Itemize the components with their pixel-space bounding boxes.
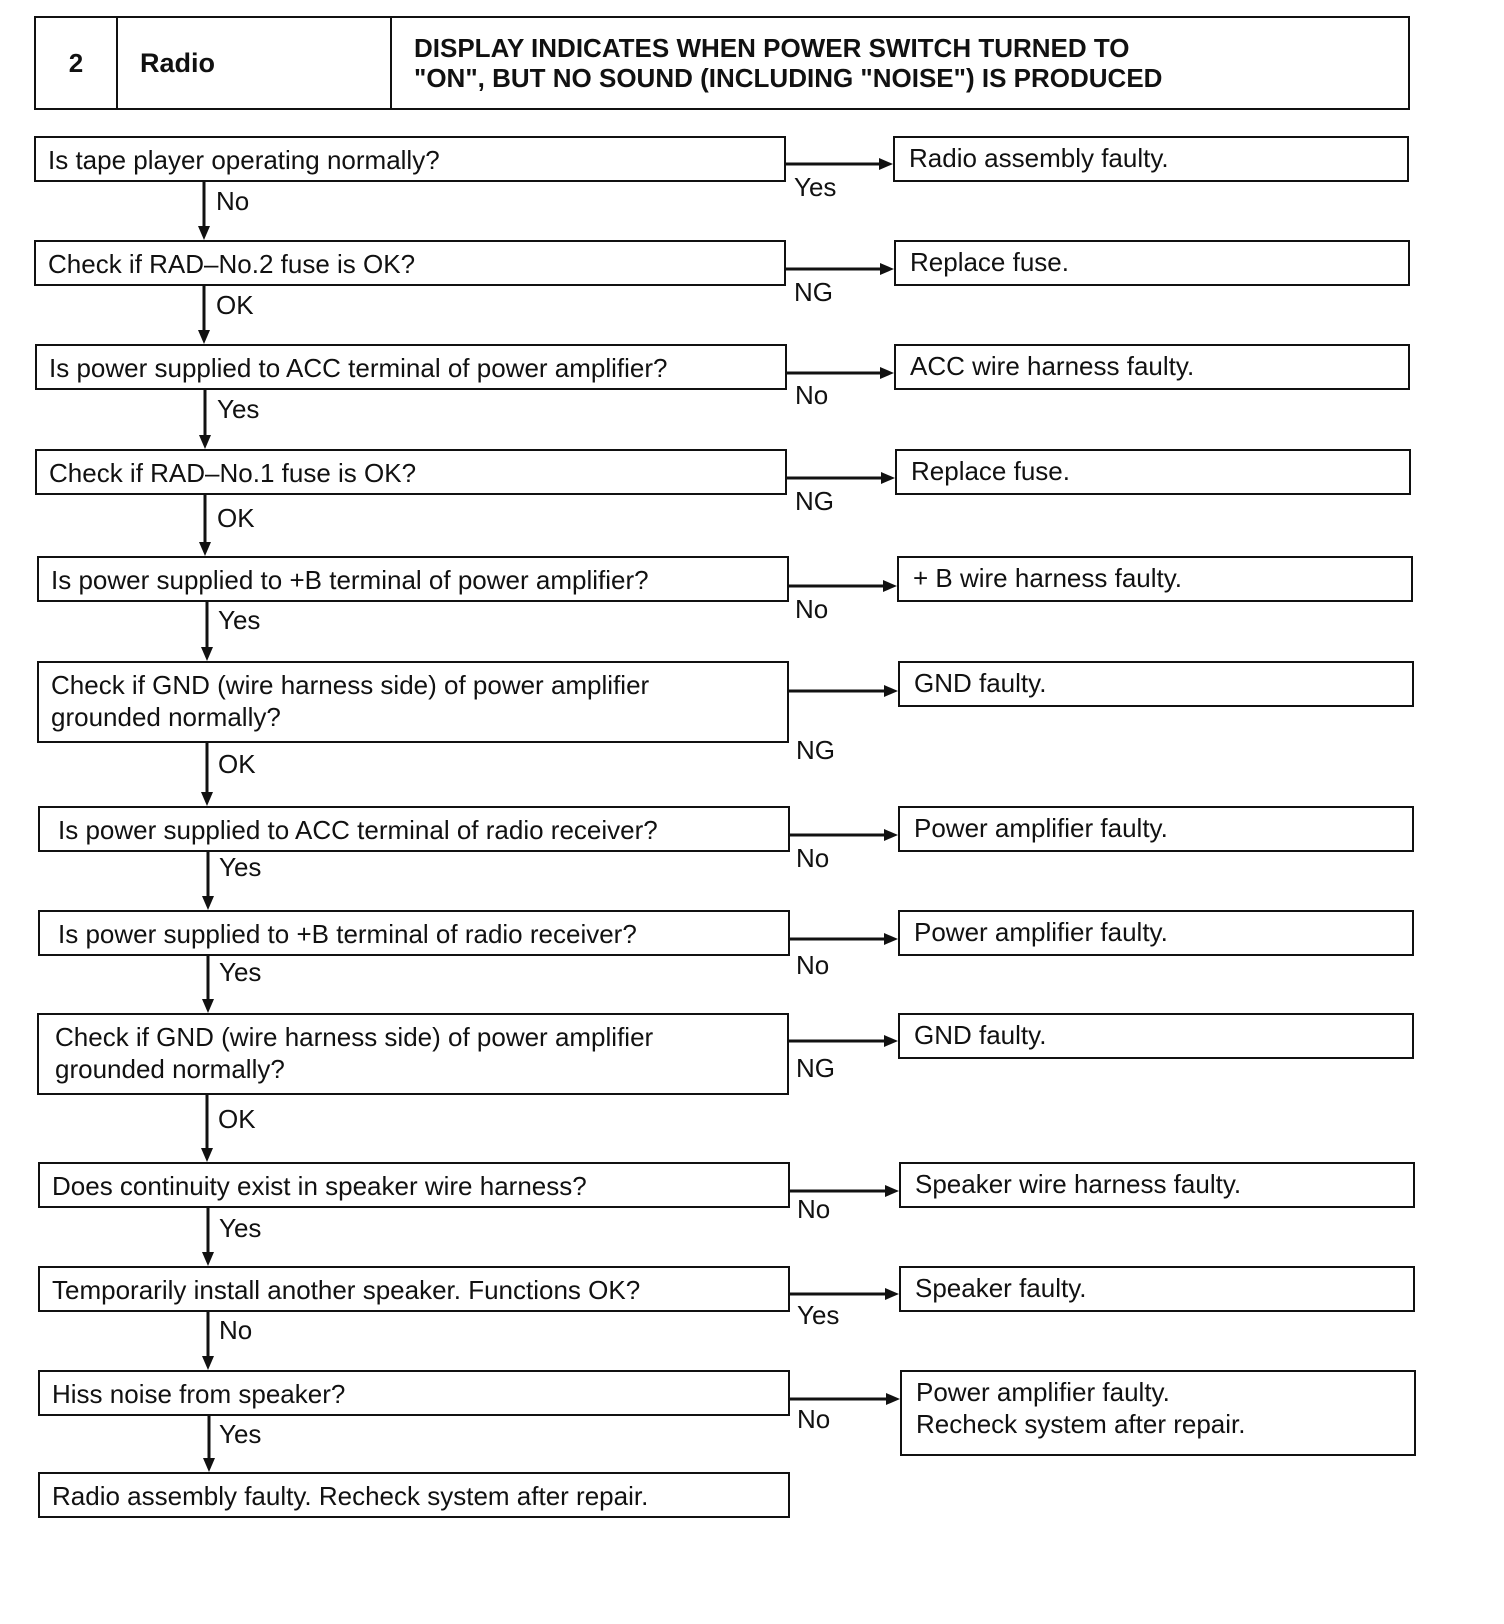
next-arrow-head-3 [199,435,211,449]
question-box-8: Is power supplied to +B terminal of radio receiver? [38,910,790,956]
next-label-6: OK [218,749,256,779]
branch-arrow-head-7 [884,829,898,841]
next-arrow-head-4 [199,542,211,556]
result-box-7: Power amplifier faulty. [898,806,1414,852]
result-box-11: Speaker faulty. [899,1266,1415,1312]
branch-label-2: NG [794,277,833,307]
branch-arrow-head-8 [884,933,898,945]
header-number-text: 2 [68,47,84,78]
result-box-3: ACC wire harness faulty. [894,344,1410,390]
next-arrow-head-6 [201,792,213,806]
result-box-8: Power amplifier faulty. [898,910,1414,956]
next-arrow-head-10 [202,1252,214,1266]
next-label-5: Yes [218,605,261,635]
question-box-3: Is power supplied to ACC terminal of power amplifier? [35,344,787,390]
question-box-11: Temporarily install another speaker. Functions OK? [38,1266,790,1312]
next-arrow-head-11 [202,1356,214,1370]
result-box-6: GND faulty. [898,661,1414,707]
next-label-2: OK [216,290,254,320]
branch-label-12: No [797,1404,831,1434]
header-title-text: DISPLAY INDICATES WHEN POWER SWITCH TURNED TO "ON", BUT NO SOUND (INCLUDING "NOISE") IS PRODUCED [414,33,1163,93]
branch-label-3: No [795,380,829,410]
next-arrow-head-8 [202,999,214,1013]
result-box-5: + B wire harness faulty. [897,556,1413,602]
branch-arrow-head-11 [885,1288,899,1300]
next-arrow-head-5 [201,647,213,661]
question-box-5: Is power supplied to +B terminal of power amplifier? [37,556,789,602]
branch-arrow-head-9 [884,1035,898,1047]
question-box-6: Check if GND (wire harness side) of power amplifier grounded normally? [37,661,789,743]
branch-arrow-head-6 [884,685,898,697]
branch-arrow-head-10 [885,1185,899,1197]
branch-label-9: NG [796,1053,835,1083]
question-box-12: Hiss noise from speaker? [38,1370,790,1416]
next-label-10: Yes [219,1213,262,1243]
question-box-4: Check if RAD–No.1 fuse is OK? [35,449,787,495]
next-label-9: OK [218,1104,256,1134]
result-box-2: Replace fuse. [894,240,1410,286]
result-box-9: GND faulty. [898,1013,1414,1059]
branch-label-6: NG [796,735,835,765]
next-arrow-head-2 [198,330,210,344]
final-result-box: Radio assembly faulty. Recheck system after repair. [38,1472,790,1518]
branch-arrow-head-2 [880,263,894,275]
branch-label-7: No [796,843,830,873]
question-box-7: Is power supplied to ACC terminal of radio receiver? [38,806,790,852]
branch-arrow-head-5 [883,580,897,592]
question-box-2: Check if RAD–No.2 fuse is OK? [34,240,786,286]
branch-label-1: Yes [794,172,837,202]
result-box-12: Power amplifier faulty. Recheck system after repair. [900,1370,1416,1456]
result-box-10: Speaker wire harness faulty. [899,1162,1415,1208]
result-box-1: Radio assembly faulty. [893,136,1409,182]
branch-label-5: No [795,594,829,624]
next-arrow-head-7 [202,896,214,910]
branch-arrow-head-12 [886,1393,900,1405]
next-arrow-head-1 [198,226,210,240]
branch-label-10: No [797,1194,831,1224]
next-label-7: Yes [219,852,262,882]
next-arrow-head-9 [201,1148,213,1162]
branch-label-4: NG [795,486,834,516]
branch-arrow-head-4 [881,472,895,484]
branch-arrow-head-3 [880,367,894,379]
next-label-3: Yes [217,394,260,424]
next-label-1: No [216,186,250,216]
header-system-text: Radio [140,47,216,78]
question-box-10: Does continuity exist in speaker wire harness? [38,1162,790,1208]
next-arrow-head-12 [203,1458,215,1472]
next-label-8: Yes [219,957,262,987]
branch-label-11: Yes [797,1300,840,1330]
question-box-1: Is tape player operating normally? [34,136,786,182]
branch-label-8: No [796,950,830,980]
question-box-9: Check if GND (wire harness side) of power amplifier grounded normally? [37,1013,789,1095]
next-label-12: Yes [219,1419,262,1449]
branch-arrow-head-1 [879,158,893,170]
next-label-4: OK [217,503,255,533]
result-box-4: Replace fuse. [895,449,1411,495]
next-label-11: No [219,1315,253,1345]
